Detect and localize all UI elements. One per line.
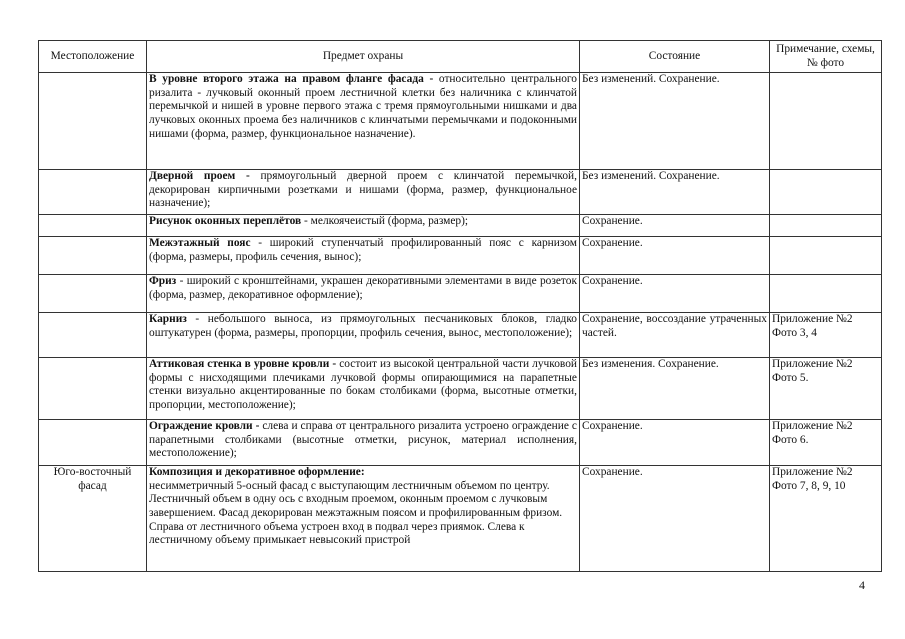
protection-table (38, 40, 882, 572)
cell-note (770, 237, 882, 275)
cell-subject (147, 215, 580, 237)
subject-title: Карниз (149, 313, 187, 326)
table-row (39, 73, 882, 170)
cell-location (39, 73, 147, 170)
table-row (39, 170, 882, 215)
table-row (39, 237, 882, 275)
cell-note (770, 73, 882, 170)
cell-location (39, 420, 147, 466)
subject-title: Межэтажный пояс (149, 237, 251, 250)
subject-title: Дверной проем - (149, 170, 250, 183)
cell-note: Приложение №2 Фото 5. (770, 358, 882, 420)
cell-state: Без изменения. Сохранение. (580, 358, 770, 420)
cell-note: Приложение №2 Фото 6. (770, 420, 882, 466)
header-note: Примечание, схемы, № фото (770, 41, 882, 73)
cell-note (770, 215, 882, 237)
subject-text: состоит из высокой центральной части лучковой формы с нисходящими плечиками лучковой формы опирающимися на парапетные стенки визуально акцентированные по бокам столбиками (форма, высотные отметки, пропорции, местоположение); (149, 358, 577, 411)
subject-title: Фриз (149, 275, 177, 288)
cell-subject (147, 420, 580, 466)
table-row (39, 215, 882, 237)
cell-state: Без изменений. Сохранение. (580, 170, 770, 215)
cell-location: Юго-восточный фасад (39, 466, 147, 572)
header-state: Состояние (580, 41, 770, 73)
cell-subject (147, 466, 580, 572)
table-row (39, 466, 882, 572)
cell-location (39, 170, 147, 215)
subject-text: несимметричный 5-осный фасад с выступающим лестничным объемом по центру. Лестничный объем в одну ось с входным проемом, оконным проемом с лучковым завершением. Фасад декорирован межэтажным поясом и профилированным фризом. Справа от лестничного объема устроен вход в подвал через приямок. Слева к лестничному объему примыкает невысокий пристрой (149, 479, 563, 547)
cell-subject (147, 358, 580, 420)
cell-location (39, 313, 147, 358)
cell-note: Приложение №2 Фото 3, 4 (770, 313, 882, 358)
subject-title: Композиция и декоративное оформление: (149, 466, 365, 479)
subject-title: Аттиковая стенка в уровне кровли - (149, 358, 337, 371)
table-row (39, 275, 882, 313)
cell-state: Без изменений. Сохранение. (580, 73, 770, 170)
table-row (39, 358, 882, 420)
cell-location (39, 358, 147, 420)
subject-text: - широкий с кронштейнами, украшен декоративными элементами в виде розеток (форма, размер, декоративное оформление); (149, 275, 577, 301)
subject-text: относительно центрального ризалита - лучковый оконный проем лестничной клетки без наличника с клинчатой перемычкой и нишей в уровне первого этажа с тремя прямоугольными нишками и два лучковых оконных проема без наличников с клинчатыми перемычками и подоконными нишами (форма, размер, функциональное назначение). (149, 73, 577, 140)
cell-state: Сохранение. (580, 420, 770, 466)
subject-text: - небольшого выноса, из прямоугольных песчаниковых блоков, гладко оштукатурен (форма, размеры, пропорции, профиль сечения, вынос, местоположение); (149, 313, 577, 339)
table-header-row (39, 41, 882, 73)
header-subject: Предмет охраны (147, 41, 580, 73)
cell-note (770, 170, 882, 215)
cell-subject (147, 313, 580, 358)
cell-state: Сохранение. (580, 275, 770, 313)
table-row (39, 420, 882, 466)
subject-title: В уровне второго этажа на правом фланге фасада - (149, 73, 434, 86)
cell-location (39, 237, 147, 275)
subject-text: - широкий ступенчатый профилированный пояс с карнизом (форма, размеры, профиль сечения, вынос); (149, 237, 577, 263)
subject-text: слева и справа от центрального ризалита устроено ограждение с парапетными столбиками (высотные отметки, рисунок, материал исполнения, местоположение); (149, 420, 577, 460)
header-location: Местоположение (39, 41, 147, 73)
cell-subject (147, 275, 580, 313)
cell-state: Сохранение. (580, 466, 770, 572)
page-number: 4 (859, 578, 865, 592)
table-row (39, 313, 882, 358)
cell-note: Приложение №2 Фото 7, 8, 9, 10 (770, 466, 882, 572)
subject-text: - мелкоячеистый (форма, размер); (301, 215, 469, 228)
cell-location (39, 215, 147, 237)
cell-subject (147, 170, 580, 215)
subject-title: Ограждение кровли - (149, 420, 260, 433)
cell-subject (147, 73, 580, 170)
cell-state: Сохранение. (580, 215, 770, 237)
cell-location (39, 275, 147, 313)
cell-note (770, 275, 882, 313)
cell-subject (147, 237, 580, 275)
subject-text: прямоугольный дверной проем с клинчатой перемычкой, декорирован кирпичными розетками и нишами (форма, размер, функциональное назначение); (149, 170, 577, 210)
subject-title: Рисунок оконных переплётов (149, 215, 302, 228)
cell-state: Сохранение, воссоздание утраченных частей. (580, 313, 770, 358)
cell-state: Сохранение. (580, 237, 770, 275)
